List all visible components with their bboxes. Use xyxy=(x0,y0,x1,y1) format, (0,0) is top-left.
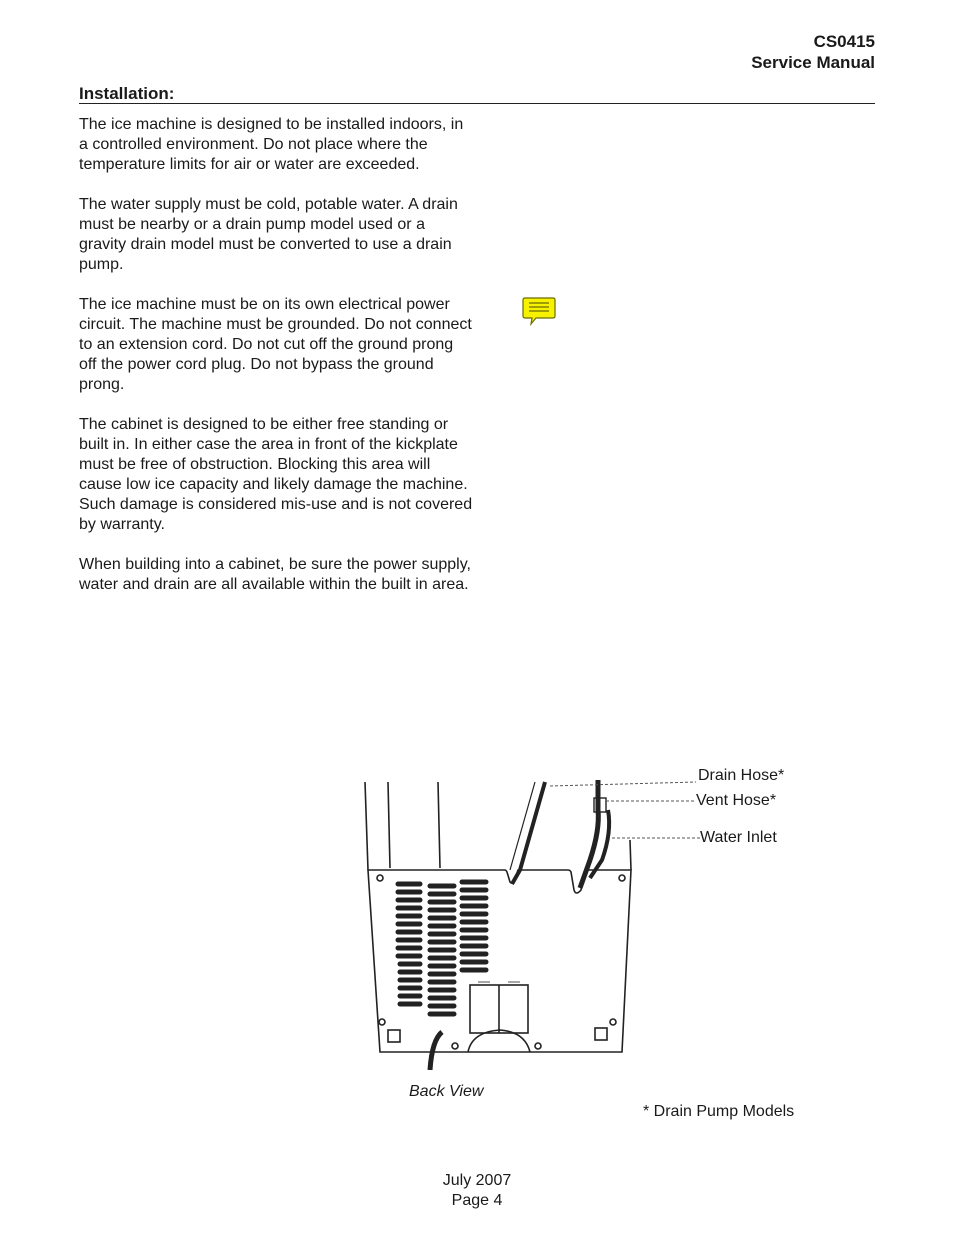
figure-caption: Back View xyxy=(409,1083,484,1100)
document-code: CS0415 xyxy=(813,32,875,51)
paragraph-environment: The ice machine is designed to be installed indoors, in a controlled environment. Do not place where the temperature limits for air or water are exceeded. xyxy=(79,116,464,173)
footer-page-number: Page 4 xyxy=(451,1192,503,1209)
page-footer xyxy=(0,1171,954,1211)
document-title: Service Manual xyxy=(751,53,875,72)
figure-footnote: * Drain Pump Models xyxy=(643,1103,795,1120)
label-drain-hose: Drain Hose* xyxy=(698,767,785,784)
body-text xyxy=(79,115,474,615)
comment-note-icon[interactable] xyxy=(522,296,556,326)
label-vent-hose: Vent Hose* xyxy=(696,792,777,809)
paragraph-water-supply: The water supply must be cold, potable water. A drain must be nearby or a drain pump model used or a gravity drain model must be converted to use a drain pump. xyxy=(79,196,458,273)
section-rule xyxy=(79,103,875,104)
footer-date: July 2007 xyxy=(442,1172,512,1189)
section-title: Installation: xyxy=(79,84,175,103)
back-view-diagram xyxy=(350,770,710,1070)
paragraph-built-in: When building into a cabinet, be sure the power supply, water and drain are all available within the built in area. xyxy=(79,556,471,593)
paragraph-cabinet: The cabinet is designed to be either free standing or built in. In either case the area in front of the kickplate must be free of obstruction. Blocking this area will cause low ice capacity and likely damage the machine. Such damage is considered mis-use and is not covered by warranty. xyxy=(79,416,473,533)
paragraph-electrical: The ice machine must be on its own electrical power circuit. The machine must be grounded. Do not connect to an extension cord. Do not cut off the ground prong off the power cord plug. Do not bypass the ground prong. xyxy=(79,296,472,393)
label-water-inlet: Water Inlet xyxy=(700,829,777,846)
